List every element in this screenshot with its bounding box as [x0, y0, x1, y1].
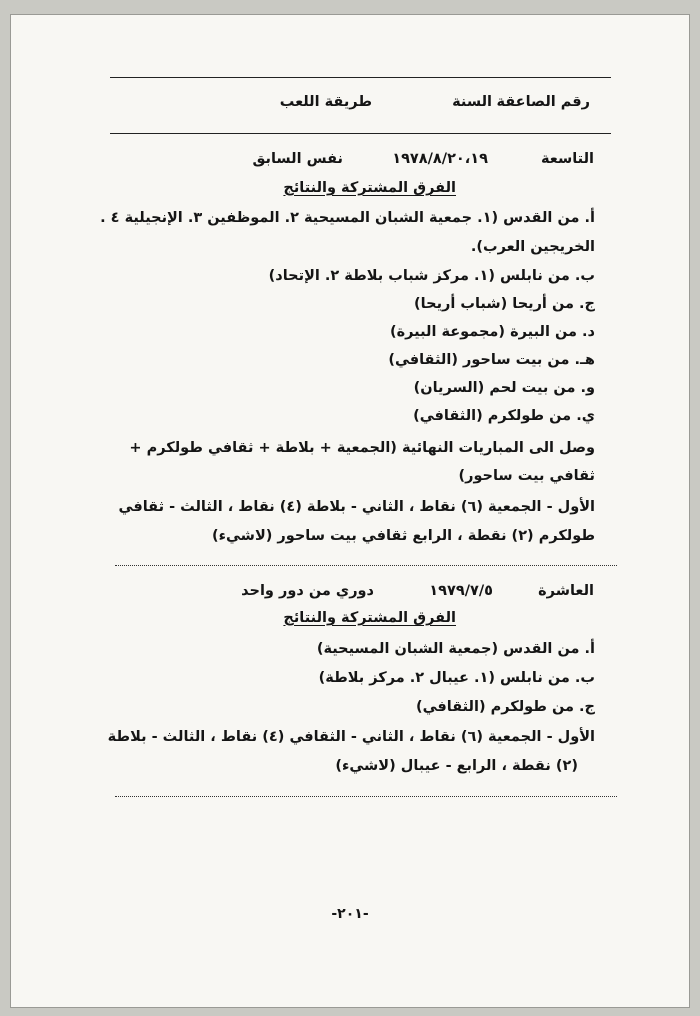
- tenth-line: أ. من القدس (جمعية الشبان المسيحية): [316, 641, 595, 657]
- ninth-title: التاسعة: [540, 151, 594, 167]
- tenth-subtitle: الفرق المشتركة والنتائج: [283, 610, 456, 626]
- tenth-title: العاشرة: [538, 583, 594, 599]
- tenth-date: ١٩٧٩/٧/٥: [429, 583, 493, 599]
- ninth-method: نفس السابق: [252, 151, 343, 167]
- ninth-line: وصل الى المباريات النهائية (الجمعية + بلاطة + ثقافي طولكرم +: [129, 440, 595, 456]
- ninth-line: ي. من طولكرم (الثقافي): [413, 408, 595, 424]
- header-year-label: السنة: [452, 94, 492, 110]
- tenth-method: دوري من دور واحد: [241, 583, 374, 599]
- section-divider: [115, 565, 617, 566]
- ninth-line: الأول - الجمعية (٦) نقاط ، الثاني - بلاطة (٤) نقاط ، الثالث - ثقافي: [118, 499, 595, 515]
- ninth-line: أ. من القدس (١. جمعية الشبان المسيحية ٢. الموظفين ٣. الإنجيلية ٤ .: [100, 210, 595, 226]
- ninth-line: الخريجين العرب).: [470, 239, 595, 255]
- tenth-line: (٢) نقطة ، الرابع - عيبال (لاشيء): [335, 758, 578, 774]
- header-top-rule: [110, 77, 611, 78]
- header-number-label: رقم الصاعقة: [496, 94, 590, 110]
- ninth-line: طولكرم (٢) نقطة ، الرابع ثقافي بيت ساحور (لاشيء): [211, 528, 595, 544]
- tenth-line: ب. من نابلس (١. عيبال ٢. مركز بلاطة): [318, 670, 595, 686]
- ninth-line: هـ. من بيت ساحور (الثقافي): [388, 352, 595, 368]
- tenth-line: الأول - الجمعية (٦) نقاط ، الثاني - الثقافي (٤) نقاط ، الثالث - بلاطة: [107, 729, 595, 745]
- ninth-line: و. من بيت لحم (السريان): [413, 380, 595, 396]
- ninth-line: ثقافي بيت ساحور): [458, 468, 595, 484]
- ninth-dates: ١٩٧٨/٨/٢٠،١٩: [392, 151, 488, 167]
- ninth-line: ج. من أريحا (شباب أريحا): [414, 296, 595, 312]
- ninth-subtitle: الفرق المشتركة والنتائج: [283, 180, 456, 196]
- page-number: -٢٠١-: [331, 906, 369, 922]
- ninth-line: د. من البيرة (مجموعة البيرة): [389, 324, 595, 340]
- tenth-line: ج. من طولكرم (الثقافي): [415, 699, 595, 715]
- section-divider: [115, 796, 617, 797]
- header-method-label: طريقة اللعب: [279, 94, 372, 110]
- ninth-line: ب. من نابلس (١. مركز شباب بلاطة ٢. الإتحاد): [268, 268, 595, 284]
- header-bottom-rule: [110, 133, 611, 134]
